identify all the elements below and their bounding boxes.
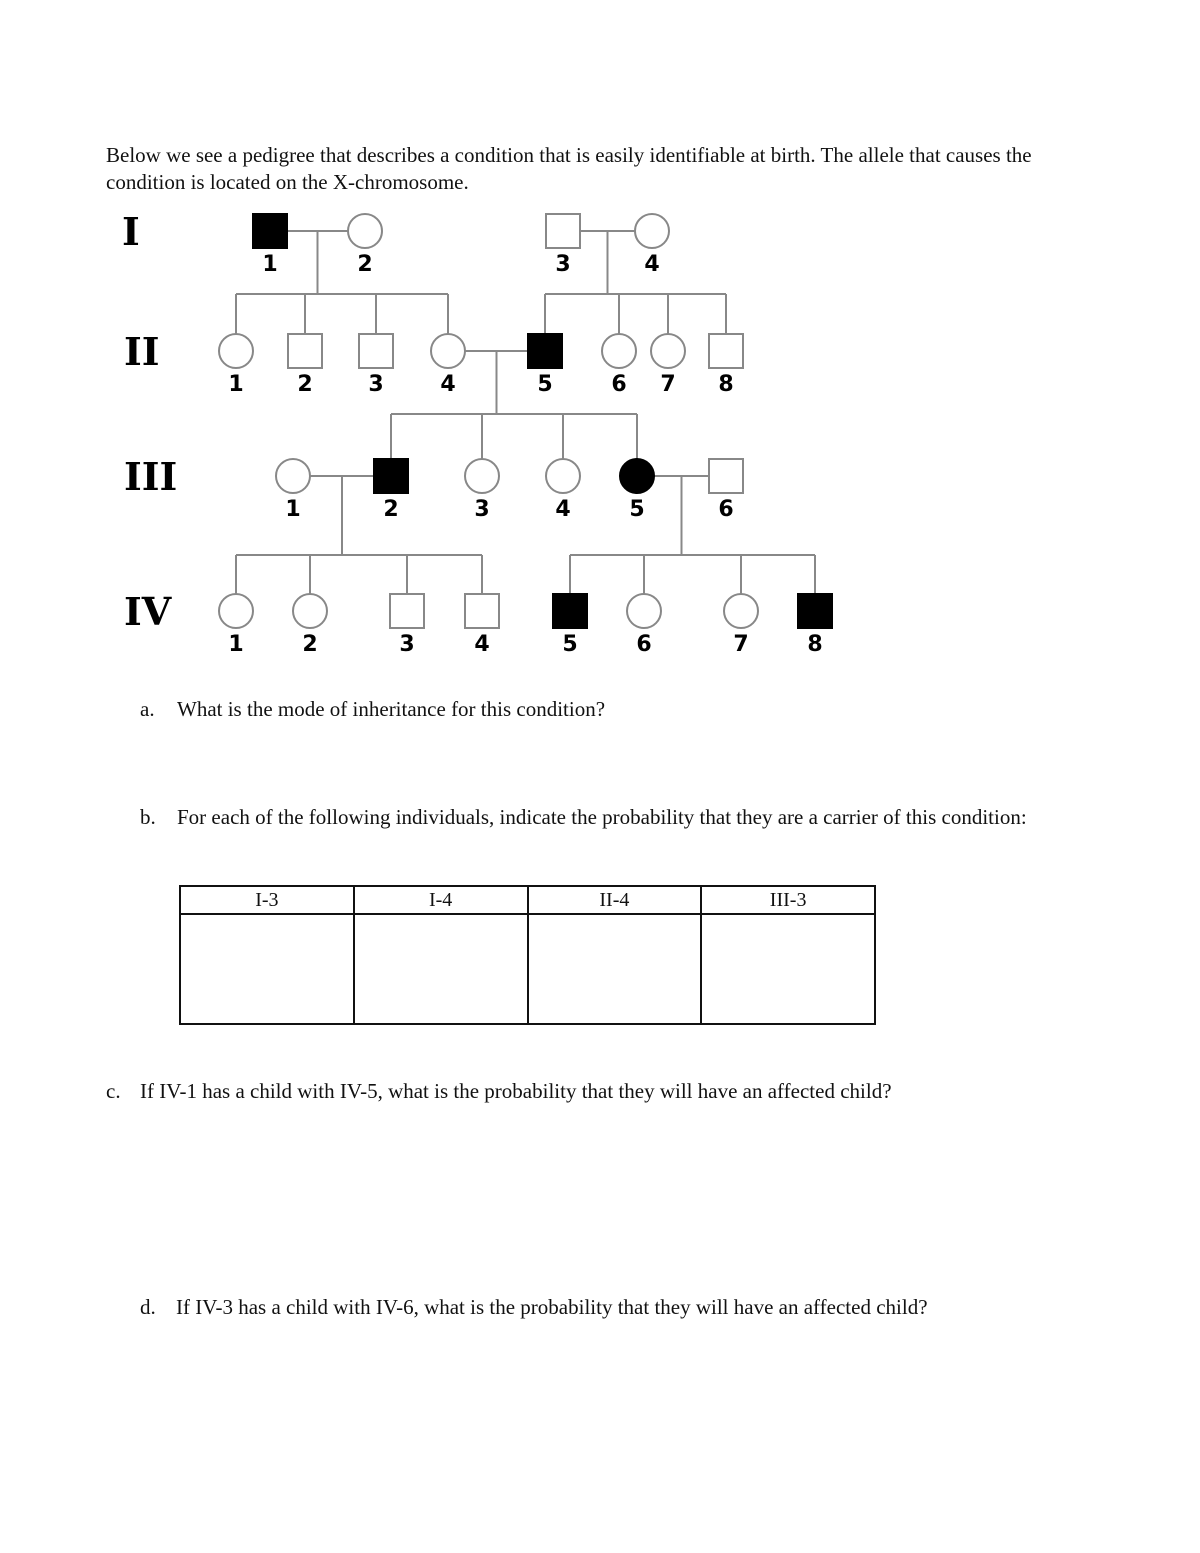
answer-cell-i-3[interactable] — [180, 914, 354, 1024]
individual-ii-7-number: 7 — [660, 372, 676, 397]
individual-iv-2-circle — [293, 594, 327, 628]
header-i-3: I-3 — [180, 886, 354, 914]
generation-label-iv: IV — [124, 589, 172, 634]
answer-cell-ii-4[interactable] — [528, 914, 702, 1024]
intro-paragraph: Below we see a pedigree that describes a condition that is easily identifiable at birth. The allele that causes the condition is located on the X-chromosome. — [106, 143, 1032, 194]
individual-ii-7-circle — [651, 334, 685, 368]
individual-ii-4-number: 4 — [440, 372, 456, 397]
individual-iii-3-number: 3 — [474, 497, 490, 522]
header-i-4: I-4 — [354, 886, 528, 914]
individual-i-2-number: 2 — [357, 252, 373, 277]
individual-ii-6-number: 6 — [611, 372, 627, 397]
question-c-text: If IV-1 has a child with IV-5, what is the probability that they will have an affected child? — [140, 1079, 892, 1103]
individual-ii-1-circle — [219, 334, 253, 368]
individual-iv-7-circle — [724, 594, 758, 628]
generation-label-ii: II — [124, 329, 160, 374]
individual-iv-1-number: 1 — [228, 632, 244, 657]
individual-iii-3-circle — [465, 459, 499, 493]
generation-label-iii: III — [124, 454, 178, 499]
answer-cell-iii-3[interactable] — [701, 914, 875, 1024]
question-c — [106, 1078, 1066, 1105]
individual-iii-6-square — [709, 459, 743, 493]
individual-ii-3-number: 3 — [368, 372, 384, 397]
individual-iv-5-square — [553, 594, 587, 628]
question-b — [140, 804, 1040, 831]
individual-iv-3-number: 3 — [399, 632, 415, 657]
table-header-row — [180, 886, 875, 914]
pedigree-lines — [236, 231, 815, 611]
individual-ii-2-number: 2 — [297, 372, 313, 397]
individual-iii-2-number: 2 — [383, 497, 399, 522]
individual-iii-4-circle — [546, 459, 580, 493]
individual-iv-3-square — [390, 594, 424, 628]
individual-i-4-number: 4 — [644, 252, 660, 277]
question-a — [140, 696, 1040, 723]
individual-iv-8-square — [798, 594, 832, 628]
individual-ii-2-square — [288, 334, 322, 368]
individual-ii-1-number: 1 — [228, 372, 244, 397]
individual-i-3-number: 3 — [555, 252, 571, 277]
question-a-label: a. — [140, 697, 155, 721]
question-b-label: b. — [140, 805, 156, 829]
individual-iv-2-number: 2 — [302, 632, 318, 657]
individual-ii-5-square — [528, 334, 562, 368]
carrier-probability-table — [179, 885, 876, 1025]
individual-iii-1-circle — [276, 459, 310, 493]
individual-i-1-square — [253, 214, 287, 248]
individual-iv-4-square — [465, 594, 499, 628]
individual-i-4-circle — [635, 214, 669, 248]
question-d — [140, 1294, 1060, 1321]
individual-iv-7-number: 7 — [733, 632, 749, 657]
individual-iii-2-square — [374, 459, 408, 493]
question-c-label: c. — [106, 1079, 121, 1103]
individual-iv-4-number: 4 — [474, 632, 490, 657]
individual-ii-8-square — [709, 334, 743, 368]
question-a-text: What is the mode of inheritance for this condition? — [177, 697, 606, 721]
question-d-text: If IV-3 has a child with IV-6, what is the probability that they will have an affected child? — [176, 1295, 928, 1319]
individual-iv-6-circle — [627, 594, 661, 628]
individual-iv-6-number: 6 — [636, 632, 652, 657]
table-row — [180, 914, 875, 1024]
generation-label-i: I — [122, 209, 140, 254]
individual-iv-5-number: 5 — [562, 632, 578, 657]
header-iii-3: III-3 — [701, 886, 875, 914]
individual-iii-4-number: 4 — [555, 497, 571, 522]
individual-ii-4-circle — [431, 334, 465, 368]
question-b-text: For each of the following individuals, indicate the probability that they are a carrier of this condition: — [177, 805, 1027, 829]
answer-cell-i-4[interactable] — [354, 914, 528, 1024]
individual-ii-8-number: 8 — [718, 372, 734, 397]
individual-iii-6-number: 6 — [718, 497, 734, 522]
individual-iii-1-number: 1 — [285, 497, 301, 522]
header-ii-4: II-4 — [528, 886, 702, 914]
individual-i-1-number: 1 — [262, 252, 278, 277]
pedigree-chart — [0, 0, 1200, 680]
individual-i-3-square — [546, 214, 580, 248]
individual-iii-5-circle — [620, 459, 654, 493]
individual-ii-5-number: 5 — [537, 372, 553, 397]
individual-iv-8-number: 8 — [807, 632, 823, 657]
individual-ii-3-square — [359, 334, 393, 368]
individual-iv-1-circle — [219, 594, 253, 628]
individual-ii-6-circle — [602, 334, 636, 368]
individual-iii-5-number: 5 — [629, 497, 645, 522]
individual-i-2-circle — [348, 214, 382, 248]
question-d-label: d. — [140, 1295, 156, 1319]
